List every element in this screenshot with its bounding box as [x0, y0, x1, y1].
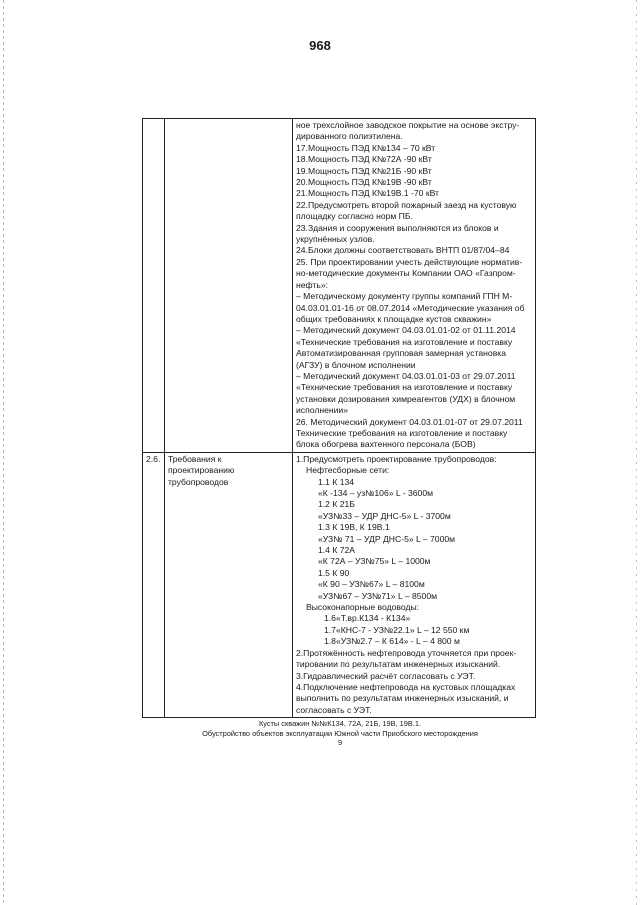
- text-line: блока обогрева вахтенного персонала (БОВ): [296, 439, 476, 450]
- table-row: [143, 119, 536, 453]
- text-line: Автоматизированная групповая замерная установка: [296, 348, 507, 359]
- text-line: общих требованиях к площадке кустов скважин»: [296, 313, 492, 324]
- text-line: 1.5 К 90: [318, 567, 350, 578]
- scan-edge-right: [636, 0, 637, 905]
- scan-edge-left: [3, 0, 4, 905]
- text-line: дированного полиэтилена.: [296, 131, 403, 142]
- text-line: но-методические документы Компании ОАО «Газпром-: [296, 268, 516, 279]
- footer-page-number: 9: [337, 738, 343, 747]
- text-line: «УЗ№67 – УЗ№71» L – 8500м: [318, 590, 438, 601]
- text-line: «Технические требования на изготовление и поставку: [296, 336, 513, 347]
- text-line: 4.Подключение нефтепровода на кустовых площадках: [296, 681, 516, 692]
- text-line: «К 90 – УЗ№67» L – 8100м: [318, 579, 425, 590]
- footer-line: Обустройство объектов эксплуатации Южной части Приобского месторождения: [202, 728, 478, 738]
- row-number: 2.6.: [146, 453, 161, 464]
- text-line: «УЗ№ 71 – УДР ДНС-5» L – 7000м: [318, 533, 456, 544]
- row-content-cell: [293, 452, 536, 717]
- text-line: 22.Предусмотреть второй пожарный заезд на кустовую: [296, 199, 517, 210]
- text-line: 17.Мощность ПЭД К№134 – 70 кВт: [296, 142, 436, 153]
- text-line: 19.Мощность ПЭД К№21Б -90 кВт: [296, 165, 432, 176]
- text-line: нефть»:: [296, 279, 328, 290]
- requirements-table: [142, 118, 536, 718]
- text-line: 18.Мощность ПЭД К№72А -90 кВт: [296, 154, 432, 165]
- text-line: выполнить по результатам инженерных изысканий, и: [296, 693, 509, 704]
- row-content-cell: [293, 119, 536, 453]
- text-line: 1.8«УЗ№2.7 – К 614» - L – 4 800 м: [324, 636, 460, 647]
- text-line: – Методическому документу группы компаний ГПН М-: [296, 291, 513, 302]
- text-line: 1.1 К 134: [318, 476, 355, 487]
- text-line: 1.7«КНС-7 - УЗ№22.1» L – 12 550 км: [324, 624, 470, 635]
- row-number-cell: [143, 119, 165, 453]
- text-line: установки дозирования химреагентов (УДХ) в блочном: [296, 393, 516, 404]
- text-line: 23.Здания и сооружения выполняются из блоков и: [296, 222, 499, 233]
- text-line: Высоконапорные водоводы:: [306, 602, 420, 613]
- text-line: 04.03.01.01-16 от 08.07.2014 «Методические указания об: [296, 302, 525, 313]
- text-line: Технические требования на изготовление и поставку: [296, 427, 508, 438]
- text-line: 1.3 К 19В, К 19В.1: [318, 522, 390, 533]
- row-number-cell: [143, 452, 165, 717]
- table-row: [143, 452, 536, 717]
- text-line: 2.Протяжённость нефтепровода уточняется при проек-: [296, 647, 517, 658]
- text-line: 24.Блоки должны соответствовать ВНТП 01/87/04–84: [296, 245, 510, 256]
- footer-line: Кусты скважин №№К134, 72А, 21Б, 19В, 19В.1.: [258, 719, 422, 728]
- text-line: исполнении»: [296, 405, 349, 416]
- text-line: – Методический документ 04.03.01.01-02 от 01.11.2014: [296, 325, 516, 336]
- text-line: Нефтесборные сети:: [306, 465, 390, 476]
- text-line: 1.4 К 72А: [318, 545, 356, 556]
- text-line: «К 72А – УЗ№75» L – 1000м: [318, 556, 431, 567]
- text-line: «К -134 – уз№106» L - 3600м: [318, 488, 434, 498]
- text-line: согласовать с УЭТ.: [296, 704, 372, 715]
- page-number: 968: [309, 38, 331, 53]
- text-line: укрупнённых узлов.: [296, 234, 375, 245]
- text-line: 25. При проектировании учесть действующие норматив-: [296, 256, 523, 267]
- text-line: тировании по результатам инженерных изысканий.: [296, 659, 501, 670]
- text-line: ное трехслойное заводское покрытие на основе экстру-: [296, 120, 520, 130]
- text-line: 1.6«Т.вр.К134 - К134»: [324, 613, 411, 624]
- text-line: 26. Методический документ 04.03.01.01-07 от 29.07.2011: [296, 416, 523, 427]
- text-line: «УЗ№33 – УДР ДНС-5» L - 3700м: [318, 510, 451, 521]
- text-line: 1.Предусмотреть проектирование трубопроводов:: [296, 453, 497, 464]
- text-line: 20.Мощность ПЭД К№19В -90 кВт: [296, 177, 432, 188]
- text-line: (АГЗУ) в блочном исполнении: [296, 359, 416, 370]
- row-name-cell: [165, 119, 293, 453]
- text-line: 21.Мощность ПЭД К№19В.1 -70 кВт: [296, 188, 439, 199]
- text-line: 1.2 К 21Б: [318, 499, 355, 510]
- text-line: 3.Гидравлический расчёт согласовать с УЭТ.: [296, 670, 476, 681]
- text-line: – Методический документ 04.03.01.01-03 от 29.07.2011: [296, 370, 516, 381]
- text-line: «Технические требования на изготовление и поставку: [296, 382, 513, 393]
- row-name-cell: [165, 452, 293, 717]
- document-footer: [140, 719, 540, 748]
- row-name: трубопроводов: [168, 476, 229, 487]
- row-name: Требования к проектированию: [168, 453, 235, 476]
- text-line: площадку согласно норм ПБ.: [296, 211, 413, 222]
